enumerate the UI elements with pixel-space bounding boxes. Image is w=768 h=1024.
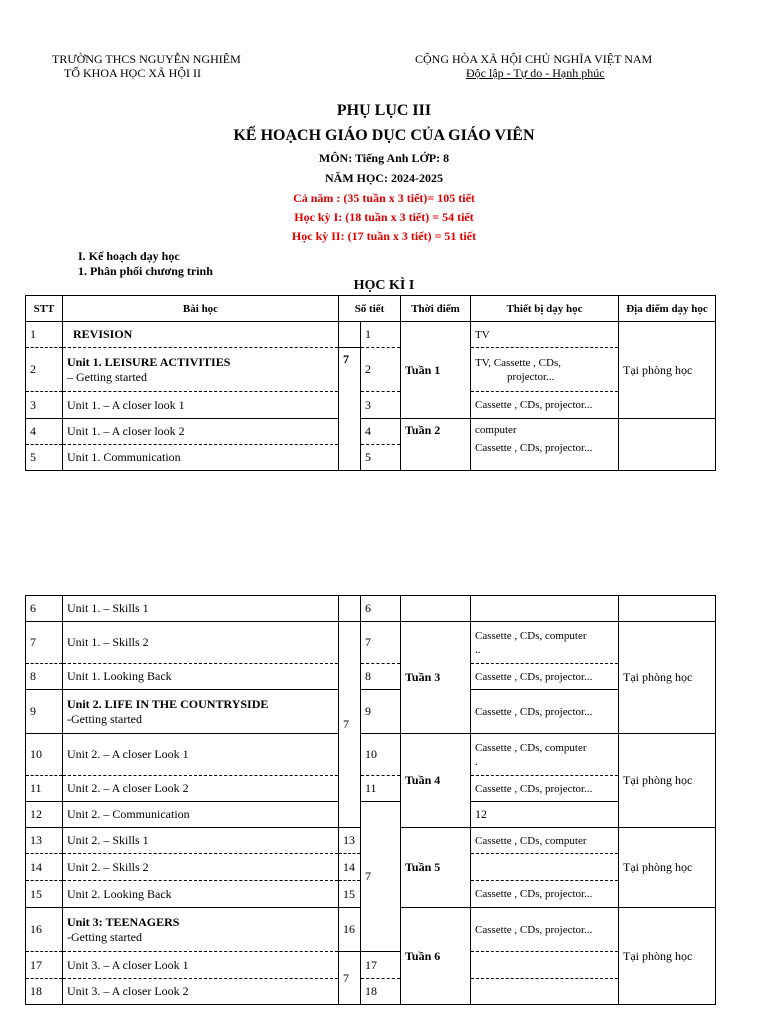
full-year-periods: Cả năm : (35 tuần x 3 tiết)= 105 tiết [293, 191, 475, 205]
week-label: Tuần 3 [405, 670, 441, 684]
lesson-subtitle: – Getting started [67, 369, 147, 384]
period-num-cell: 9 [361, 690, 401, 734]
lesson-cell: Unit 1. – Skills 1 [63, 596, 339, 622]
week-cell [401, 622, 471, 734]
period-num-cell: 5 [361, 445, 401, 471]
plan-table-1 [25, 295, 716, 471]
stt-cell: 11 [26, 776, 63, 802]
stt-cell: 15 [26, 881, 63, 908]
place-cell: Tại phòng học [619, 322, 716, 419]
col-lesson: Bài học [63, 296, 339, 322]
period-num-cell: 17 [361, 952, 401, 979]
equipment-cell [471, 952, 619, 979]
col-place: Địa điểm dạy học [619, 296, 716, 322]
equipment-cell: Cassette , CDs, projector... [471, 664, 619, 690]
lesson-title: Unit 2. LIFE IN THE COUNTRYSIDE [67, 696, 269, 711]
lesson-cell: Unit 2. – A closer Look 1 [63, 734, 339, 776]
stt-cell: 10 [26, 734, 63, 776]
lesson-subtitle: -Getting started [67, 711, 142, 726]
equipment-cell: Cassette , CDs, projector... [471, 776, 619, 802]
equipment-line: Cassette , CDs, computer [475, 629, 587, 642]
equipment-line: Cassette , CDs, projector... [475, 442, 593, 454]
section-heading: I. Kế hoạch dạy học [78, 249, 180, 263]
period-num-cell: 16 [339, 908, 361, 952]
lesson-subtitle: -Getting started [67, 929, 142, 944]
table-row [26, 690, 716, 734]
week-cell [401, 908, 471, 1005]
lesson-cell: Unit 2. – Communication [63, 802, 339, 828]
lesson-cell [63, 908, 339, 952]
equipment-line: .. [475, 643, 481, 656]
stt-cell: 18 [26, 979, 63, 1005]
week-label: Tuần 1 [405, 362, 441, 377]
period-num-cell: 2 [361, 348, 401, 392]
table-row [26, 392, 716, 419]
table-row [26, 622, 716, 664]
stt-cell: 12 [26, 802, 63, 828]
lesson-cell: Unit 1. Looking Back [63, 664, 339, 690]
equipment-cell [471, 979, 619, 1005]
stt-cell: 16 [26, 908, 63, 952]
periods-total: 7 [361, 802, 401, 952]
periods-total: 7 [339, 622, 361, 828]
place-cell [619, 419, 716, 471]
stt-cell: 7 [26, 622, 63, 664]
periods-total: 7 [339, 952, 361, 1005]
place-cell: Tại phòng học [619, 828, 716, 908]
stt-cell: 2 [26, 348, 63, 392]
period-num-cell: 18 [361, 979, 401, 1005]
lesson-cell: Unit 3. – A closer Look 2 [63, 979, 339, 1005]
equipment-cell: Cassette , CDs, projector... [471, 881, 619, 908]
equipment-cell: Cassette , CDs, projector... [471, 392, 619, 419]
lesson-cell: Unit 1. – A closer look 1 [63, 392, 339, 419]
period-num-cell: 7 [361, 622, 401, 664]
equipment-line: . [475, 755, 478, 768]
term-heading: HỌC KÌ I [353, 278, 415, 293]
equipment-cell: Cassette , CDs, computer [471, 828, 619, 854]
equipment-line: TV, Cassette , CDs, [475, 356, 561, 369]
period-num-cell: 15 [339, 881, 361, 908]
equipment-cell [471, 622, 619, 664]
period-num-cell: 14 [339, 854, 361, 881]
equipment-cell [471, 419, 619, 471]
week-label: Tuần 4 [405, 773, 441, 787]
stt-cell: 14 [26, 854, 63, 881]
period-num-cell: 13 [339, 828, 361, 854]
lesson-cell: Unit 3. – A closer Look 1 [63, 952, 339, 979]
lesson-cell: Unit 2. Looking Back [63, 881, 339, 908]
lesson-cell: Unit 2. – Skills 2 [63, 854, 339, 881]
equipment-cell: TV [471, 322, 619, 348]
plan-table-2 [25, 595, 716, 1005]
week-cell [401, 596, 471, 622]
lesson-cell: Unit 2. – Skills 1 [63, 828, 339, 854]
department-name: TỔ KHOA HỌC XÃ HỘI II [64, 66, 201, 80]
col-equipment: Thiết bị dạy học [471, 296, 619, 322]
table-row [26, 979, 716, 1005]
stt-cell: 3 [26, 392, 63, 419]
place-cell: Tại phòng học [619, 908, 716, 1005]
motto: Độc lập - Tự do - Hạnh phúc [466, 66, 605, 80]
equipment-line: Cassette , CDs, computer [475, 741, 587, 754]
stt-cell: 5 [26, 445, 63, 471]
place-cell [619, 596, 716, 622]
table-row [26, 322, 716, 348]
stt-cell: 6 [26, 596, 63, 622]
week-label: Tuần 6 [405, 948, 441, 963]
equipment-line: computer [475, 424, 517, 436]
place-cell: Tại phòng học [619, 622, 716, 734]
stt-cell: 4 [26, 419, 63, 445]
subsection-heading: 1. Phân phối chương trình [78, 264, 213, 278]
stt-cell: 17 [26, 952, 63, 979]
equipment-cell [471, 596, 619, 622]
periods-total: 7 [339, 348, 361, 471]
week-cell [401, 828, 471, 908]
table-row [26, 734, 716, 776]
week-cell [401, 322, 471, 419]
republic-name: CỘNG HÒA XÃ HỘI CHỦ NGHĨA VIỆT NAM [415, 52, 653, 66]
stt-cell: 13 [26, 828, 63, 854]
period-num-cell: 11 [361, 776, 401, 802]
lesson-cell: Unit 1. – Skills 2 [63, 622, 339, 664]
week-label: Tuần 5 [405, 860, 441, 874]
col-periods: Số tiết [339, 296, 401, 322]
lesson-cell: Unit 1. – A closer look 2 [63, 419, 339, 445]
period-num-cell: 3 [361, 392, 401, 419]
col-stt: STT [26, 296, 63, 322]
periods-blank [339, 322, 361, 348]
equipment-cell: Cassette , CDs, projector... [471, 690, 619, 734]
period-num-cell: 8 [361, 664, 401, 690]
lesson-cell [63, 348, 339, 392]
equipment-cell [471, 734, 619, 776]
table-row [26, 952, 716, 979]
table-header-row [26, 296, 716, 322]
place-cell: Tại phòng học [619, 734, 716, 828]
table-row [26, 776, 716, 802]
table-row [26, 348, 716, 392]
lesson-title: Unit 1. LEISURE ACTIVITIES [67, 354, 231, 369]
period-num-cell: 12 [471, 802, 619, 828]
lesson-cell: REVISION [63, 322, 339, 348]
lesson-cell [63, 690, 339, 734]
stt-cell: 9 [26, 690, 63, 734]
table-row [26, 419, 716, 445]
equipment-cell [471, 348, 619, 392]
school-year: NĂM HỌC: 2024-2025 [325, 171, 443, 185]
plan-title: KẾ HOẠCH GIÁO DỤC CỦA GIÁO VIÊN [233, 127, 535, 144]
stt-cell: 8 [26, 664, 63, 690]
table-row [26, 596, 716, 622]
term1-periods: Học kỳ I: (18 tuần x 3 tiết) = 54 tiết [294, 210, 474, 224]
table-row [26, 664, 716, 690]
periods-blank [339, 596, 361, 622]
stt-cell: 1 [26, 322, 63, 348]
lesson-cell: Unit 2. – A closer Look 2 [63, 776, 339, 802]
period-num-cell: 6 [361, 596, 401, 622]
lesson-cell: Unit 1. Communication [63, 445, 339, 471]
week-cell [401, 734, 471, 828]
appendix-title: PHỤ LỤC III [336, 102, 432, 119]
school-name: TRƯỜNG THCS NGUYỄN NGHIÊM [52, 52, 241, 66]
col-time: Thời điểm [401, 296, 471, 322]
week-label: Tuần 2 [405, 423, 441, 437]
lesson-title: Unit 3: TEENAGERS [67, 914, 180, 929]
table-row [26, 802, 716, 828]
period-num-cell: 10 [361, 734, 401, 776]
week-cell [401, 419, 471, 471]
term2-periods: Học kỳ II: (17 tuần x 3 tiết) = 51 tiết [291, 229, 477, 243]
equipment-cell: Cassette , CDs, projector... [471, 908, 619, 952]
period-num-cell: 1 [361, 322, 401, 348]
equipment-line: projector... [507, 370, 555, 383]
subject-line: MÔN: Tiếng Anh LỚP: 8 [318, 151, 450, 165]
period-num-cell: 4 [361, 419, 401, 445]
equipment-cell [471, 854, 619, 881]
